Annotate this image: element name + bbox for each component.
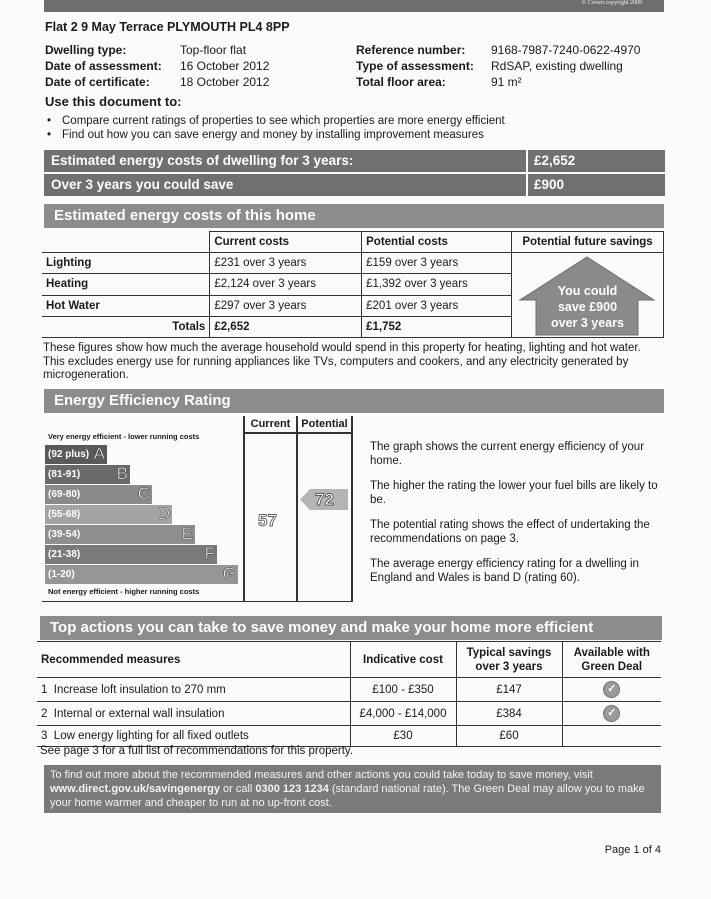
could-save-value: £900 [528, 174, 665, 196]
measure-text: Internal or external wall insulation [53, 707, 225, 720]
use-bullets [45, 114, 505, 142]
band-letter: A [93, 444, 105, 463]
band-range: (21-38) [48, 549, 81, 560]
measure-number: 3 [41, 730, 48, 742]
eer-band-a [45, 445, 107, 464]
eer-band-d [45, 505, 172, 524]
footer-text: or call [223, 783, 253, 795]
band-range: (39-54) [48, 529, 81, 540]
eer-text-item: The higher the rating the lower your fuel bills are likely to be. [370, 480, 658, 506]
cost-cell: £4,000 - £14,000 [350, 702, 456, 726]
measure-number: 2 [41, 707, 48, 720]
cost-header: Indicative cost [350, 642, 456, 678]
top-banner [44, 0, 664, 12]
current-costs-header: Current costs [210, 232, 362, 253]
band-letter: C [137, 484, 150, 503]
potential-rating-value: 72 [315, 490, 334, 509]
check-icon: ✓ [603, 681, 620, 698]
table-row [42, 253, 664, 274]
row-label: Hot Water [42, 295, 210, 316]
footer-text: (standard national rate). The Green Deal may allow you to make your home warmer and cheaper to run at no up-front cost. [50, 783, 645, 809]
band-letter: B [116, 464, 128, 483]
bullet-item: • Compare current ratings of properties to see which properties are more energy efficient [45, 114, 505, 128]
eer-band-g [45, 565, 238, 584]
green-deal-cell [562, 678, 661, 702]
green-deal-cell [562, 726, 661, 747]
reference-number-value: 9168-7987-7240-0622-4970 [491, 43, 641, 57]
see-page-note: See page 3 for a full list of recommendations for this property. [40, 745, 353, 757]
floor-area-label: Total floor area: [356, 75, 446, 89]
potential-costs-header: Potential costs [362, 232, 512, 253]
band-letter: G [222, 564, 236, 583]
actions-table-header [37, 642, 661, 678]
potential-column-header: Potential [298, 416, 351, 434]
empty-header-cell [42, 232, 210, 253]
copyright-notice: © Crown copyright 2009 [581, 0, 642, 6]
potential-savings-header: Potential future savings [511, 232, 663, 253]
band-letter: D [157, 504, 170, 523]
cost-cell: £30 [350, 726, 456, 747]
row-label: Lighting [42, 253, 210, 274]
table-row [37, 702, 661, 726]
band-letter: E [181, 524, 193, 543]
dwelling-type-value: Top-floor flat [180, 43, 247, 57]
certificate-date-label: Date of certificate: [45, 75, 150, 89]
estimated-cost-label: Estimated energy costs of dwelling for 3 years: [44, 150, 526, 172]
use-document-title: Use this document to: [45, 94, 182, 109]
saving-cell: £147 [456, 678, 562, 702]
reference-number-label: Reference number: [356, 43, 466, 57]
band-range: (1-20) [48, 569, 75, 580]
band-range: (69-80) [48, 489, 81, 500]
savings-header: Typical savings over 3 years [456, 642, 562, 678]
potential-cost-cell: £159 over 3 years [362, 253, 512, 274]
assessment-date-label: Date of assessment: [45, 59, 162, 73]
certificate-date-value: 18 October 2012 [180, 75, 270, 89]
property-address: Flat 2 9 May Terrace PLYMOUTH PL4 8PP [45, 20, 290, 34]
info-footer [44, 765, 661, 813]
details-left [45, 42, 269, 90]
row-label: Heating [42, 274, 210, 295]
check-icon: ✓ [603, 705, 620, 722]
details-right [356, 42, 640, 90]
costs-section-title: Estimated energy costs of this home [44, 204, 664, 228]
eer-text-item: The potential rating shows the effect of undertaking the recommendations on page 3. [370, 519, 650, 545]
current-cost-cell: £2,124 over 3 years [210, 274, 362, 295]
bullet-item: • Find out how you can save energy and money by installing improvement measures [45, 128, 505, 142]
savings-arrow-cell [511, 253, 663, 338]
page-number: Page 1 of 4 [604, 844, 661, 856]
footer-text: To find out more about the recommended measures and other actions you could take today to save money, visit [50, 769, 593, 781]
arrow-line: You could [557, 284, 618, 298]
eer-explanations [370, 441, 662, 585]
measure-number: 1 [41, 683, 48, 696]
potential-cost-cell: £1,392 over 3 years [362, 274, 512, 295]
assessment-type-value: RdSAP, existing dwelling [491, 59, 623, 73]
eer-top-note: Very energy efficient - lower running costs [48, 432, 200, 441]
costs-table [42, 231, 664, 338]
current-cost-cell: £297 over 3 years [210, 295, 362, 316]
table-row [37, 678, 661, 702]
current-cost-cell: £231 over 3 years [210, 253, 362, 274]
green-deal-cell [562, 702, 661, 726]
floor-area-value: 91 m² [491, 75, 522, 89]
costs-description: These figures show how much the average household would spend in this property for heating, lighting and hot water. This excludes energy use for running appliances like TVs, computers and cookers, and any electricity generated by microgeneration. [43, 342, 641, 381]
savingenergy-link[interactable]: www.direct.gov.uk/savingenergy [50, 783, 220, 795]
saving-cell: £384 [456, 702, 562, 726]
could-save-label: Over 3 years you could save [44, 174, 526, 196]
totals-potential: £1,752 [362, 316, 512, 337]
measure-text: Increase loft insulation to 270 mm [53, 683, 226, 696]
arrow-line: over 3 years [551, 316, 624, 330]
eer-band-c [45, 485, 152, 504]
actions-section-title: Top actions you can take to save money and make your home more efficient [40, 616, 662, 640]
eer-band-e [45, 525, 195, 544]
current-rating-value: 57 [258, 511, 277, 530]
estimated-cost-value: £2,652 [528, 150, 665, 172]
totals-label: Totals [42, 316, 210, 337]
measure-text: Low energy lighting for all fixed outlets [53, 730, 249, 742]
assessment-type-label: Type of assessment: [356, 59, 474, 73]
actions-table [37, 641, 661, 747]
saving-cell: £60 [456, 726, 562, 747]
cost-cell: £100 - £350 [350, 678, 456, 702]
eer-section-title: Energy Efficiency Rating [44, 389, 664, 413]
band-range: (81-91) [48, 469, 81, 480]
band-letter: F [204, 544, 215, 563]
eer-text-item: The graph shows the current energy efficiency of your home. [370, 441, 645, 467]
costs-table-header [42, 232, 664, 253]
measure-cell [37, 726, 350, 747]
savings-arrow-text [512, 283, 663, 331]
band-range: (92 plus) [48, 449, 90, 460]
measure-cell [37, 702, 350, 726]
eer-bottom-note: Not energy efficient - higher running costs [48, 587, 200, 596]
green-deal-header: Available with Green Deal [562, 642, 661, 678]
eer-band-f [45, 545, 217, 564]
current-column-header: Current [245, 416, 296, 434]
band-range: (55-68) [48, 509, 81, 520]
eer-text-item: The average energy efficiency rating for a dwelling in England and Wales is band D (rating 60). [370, 558, 639, 584]
arrow-line: save £900 [557, 300, 618, 314]
measure-cell [37, 678, 350, 702]
dwelling-type-label: Dwelling type: [45, 43, 127, 57]
totals-current: £2,652 [210, 316, 362, 337]
measures-header: Recommended measures [37, 642, 350, 678]
potential-cost-cell: £201 over 3 years [362, 295, 512, 316]
eer-band-b [45, 465, 130, 484]
phone-number: 0300 123 1234 [255, 783, 329, 795]
table-row [37, 726, 661, 747]
assessment-date-value: 16 October 2012 [180, 59, 270, 73]
